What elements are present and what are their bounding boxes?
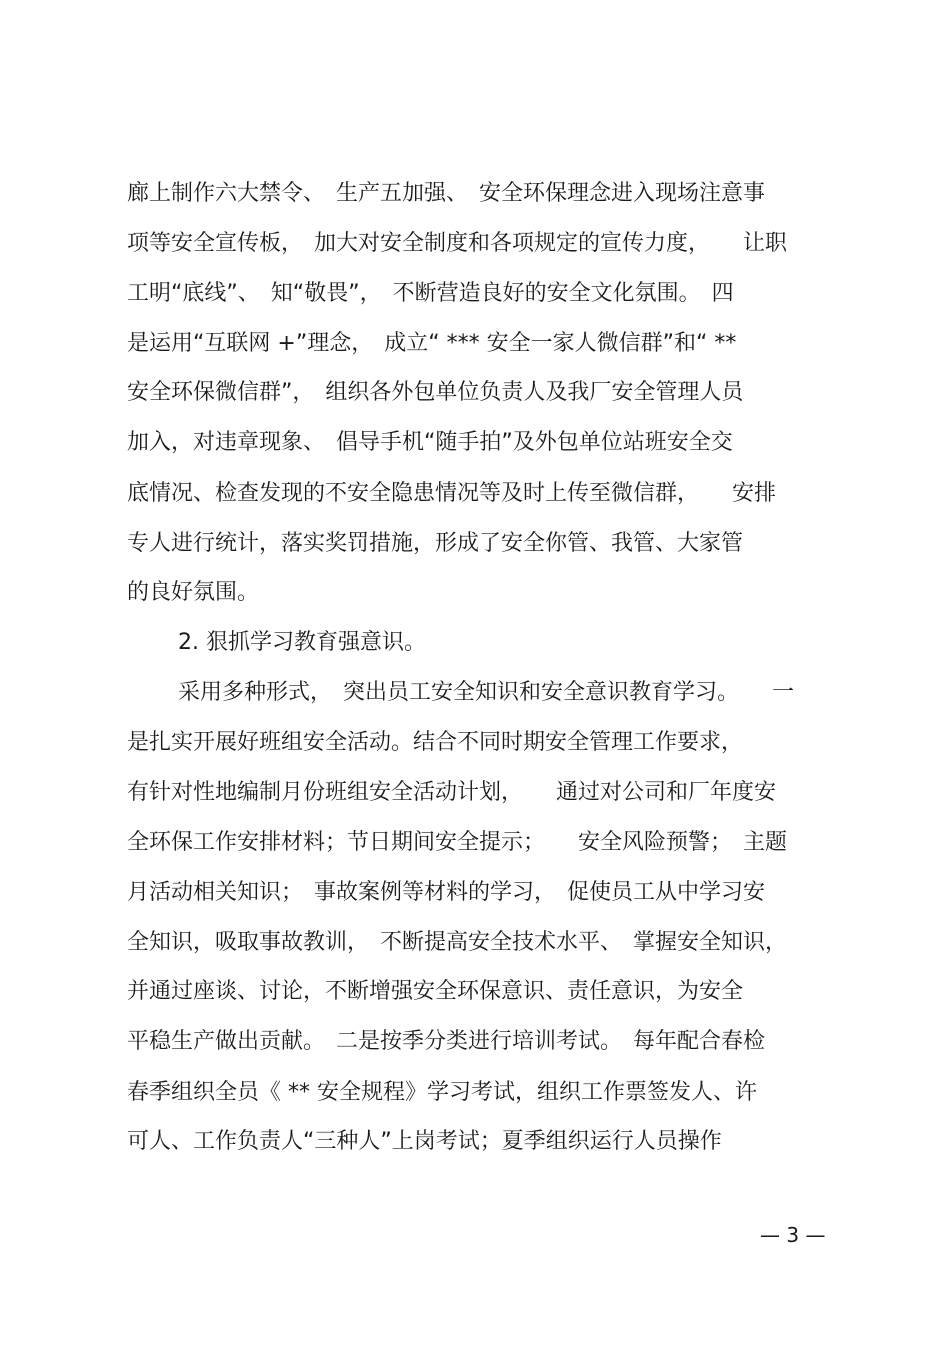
text-line: 工明“底线”、 知“敬畏”， 不断营造良好的安全文化氛围。 四 bbox=[127, 281, 734, 306]
text-line: 专人进行统计，落实奖罚措施，形成了安全你管、我管、大家管 bbox=[127, 531, 744, 556]
text-line: 月活动相关知识； 事故案例等材料的学习， 促使员工从中学习安 bbox=[127, 880, 766, 905]
text-line: 项等安全宣传板， 加大对安全制度和各项规定的宣传力度， 让职 bbox=[127, 231, 788, 256]
text-line: 可人、工作负责人“三种人”上岗考试；夏季组织运行人员操作 bbox=[127, 1129, 722, 1154]
text-line: 全知识，吸取事故教训， 不断提高安全技术水平、 掌握安全知识， bbox=[127, 930, 788, 955]
text-line: 平稳生产做出贡献。 二是按季分类进行培训考试。 每年配合春检 bbox=[127, 1029, 766, 1054]
text-line: 安全环保微信群”， 组织各外包单位负责人及我厂安全管理人员 bbox=[127, 380, 744, 405]
text-line: 廊上制作六大禁令、 生产五加强、 安全环保理念进入现场注意事 bbox=[127, 181, 766, 206]
text-line: 加入，对违章现象、 倡导手机“随手拍”及外包单位站班安全交 bbox=[127, 430, 733, 455]
text-line: 春季组织全员《 ** 安全规程》学习考试，组织工作票签发人、许 bbox=[127, 1080, 757, 1105]
text-line: 有针对性地编制月份班组安全活动计划， 通过对公司和厂年度安 bbox=[127, 780, 777, 805]
text-line: 是扎实开展好班组安全活动。结合不同时期安全管理工作要求， bbox=[127, 730, 744, 755]
text-line: 的良好氛围。 bbox=[127, 580, 260, 605]
text-line: 是运用“互联网 +”理念， 成立“ *** 安全一家人微信群”和“ ** bbox=[127, 331, 737, 356]
text-line: 并通过座谈、讨论，不断增强安全环保意识、责任意识，为安全 bbox=[127, 979, 744, 1004]
section-heading: 2. 狠抓学习教育强意识。 bbox=[178, 630, 426, 655]
page-number: — 3 — bbox=[760, 1223, 826, 1247]
text-line: 底情况、检查发现的不安全隐患情况等及时上传至微信群， 安排 bbox=[127, 481, 777, 506]
text-line: 全环保工作安排材料；节日期间安全提示； 安全风险预警； 主题 bbox=[127, 830, 788, 855]
text-line: 采用多种形式， 突出员工安全知识和安全意识教育学习。 一 bbox=[178, 680, 795, 705]
